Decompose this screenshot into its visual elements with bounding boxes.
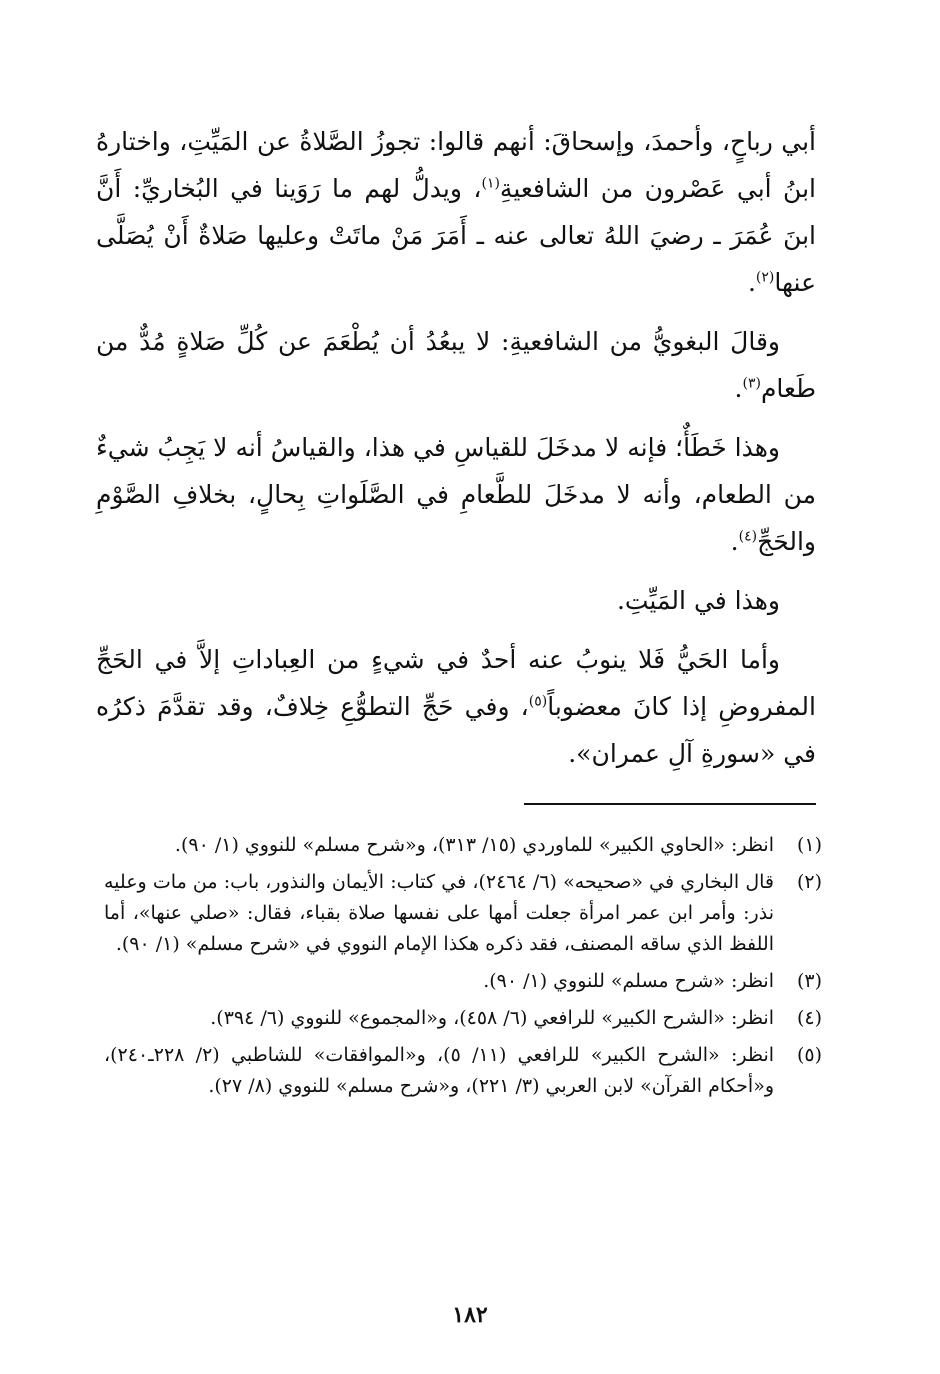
footnote-text: انظر: «الشرح الكبير» للرافعي (٦/ ٤٥٨)، و«المجموع» للنووي (٦/ ٣٩٤). [210, 1007, 774, 1029]
footnote-number: (١) [796, 834, 822, 856]
footnote-2 [104, 867, 822, 960]
paragraph-5-part-a: وأما الحَيُّ فَلا ينوبُ عنه أحدٌ في شيءٍ من العِباداتِ إلاَّ في الحَجِّ المفروضِ إذا كانَ معضوباً [96, 645, 816, 721]
footnote-1 [104, 830, 822, 861]
paragraph-3-part-a: وهذا خَطَأٌ؛ فإنه لا مدخَلَ للقياسِ في هذا، والقياسُ أنه لا يَجِبُ شيءٌ من الطعام، وأنه لا مدخَلَ للطَّعامِ في الصَّلَواتِ بِحالٍ، بخلافِ الصَّوْمِ والحَجِّ [96, 433, 816, 556]
footnotes [104, 830, 822, 1108]
footnote-number: (٢) [796, 871, 822, 893]
paragraph-5 [96, 636, 816, 777]
paragraph-2-part-a: وقالَ البغويُّ من الشافعيةِ: لا يبعُدُ أن يُطْعَمَ عن كُلِّ صَلاةٍ مُدٌّ من طَعام [96, 327, 816, 403]
paragraph-1 [96, 118, 816, 306]
footnote-marker-1: (١) [481, 175, 500, 192]
footnote-marker-3: (٣) [742, 375, 761, 392]
paragraph-3-part-b: . [730, 527, 739, 556]
page-number: ١٨٢ [452, 1302, 488, 1328]
footnote-separator [524, 803, 816, 805]
footnote-text: انظر: «شرح مسلم» للنووي (١/ ٩٠). [483, 970, 774, 992]
paragraph-5-part-b: ، وفي حَجِّ التطوُّعِ خِلافٌ، وقد تقدَّمَ ذكرُه في «سورةِ آلِ عمران». [96, 692, 816, 768]
paragraph-4: وهذا في المَيِّتِ. [616, 586, 780, 615]
paragraph-1-part-a: أبي رباحٍ، وأحمدَ، وإسحاقَ: أنهم قالوا: تجوزُ الصَّلاةُ عن المَيِّتِ، واختارهُ ابنُ أبي عَصْرون من الشافعيةِ [96, 127, 816, 203]
main-text [96, 118, 816, 789]
footnote-text: انظر: «الشرح الكبير» للرافعي (١١/ ٥)، و«الموافقات» للشاطبي (٢/ ٢٢٨ـ٢٤٠)، و«أحكام القرآن» لابن العربي (٣/ ٢٢١)، و«شرح مسلم» للنووي (٨/ ٢٧). [104, 1044, 775, 1097]
footnote-5 [104, 1040, 822, 1102]
footnote-number: (٥) [796, 1044, 822, 1066]
paragraph-3 [96, 424, 816, 565]
paragraph-2 [96, 318, 816, 412]
paragraph-1-part-c: . [747, 268, 756, 297]
footnote-marker-5: (٥) [528, 693, 548, 710]
footnote-text: انظر: «الحاوي الكبير» للماوردي (١٥/ ٣١٣)، و«شرح مسلم» للنووي (١/ ٩٠). [174, 834, 774, 856]
footnote-text: قال البخاري في «صحيحه» (٦/ ٢٤٦٤)، في كتاب: الأيمان والنذور، باب: من مات وعليه نذر: وأمر ابن عمر امرأة جعلت أمها على نفسها صلاة بقباء، فقال: «صلي عنها»، أما اللفظ الذي ساقه المصنف، فقد ذكره هكذا الإمام النووي في «شرح مسلم» (١/ ٩٠). [104, 871, 775, 955]
footnote-marker-2: (٢) [755, 269, 775, 286]
paragraph-2-part-b: . [734, 374, 743, 403]
footnote-number: (٤) [796, 1007, 822, 1029]
footnote-number: (٣) [796, 970, 822, 992]
paragraph-1-part-b: ، ويدلُّ لهم ما رَوَينا في البُخاريِّ: أَنَّ ابنَ عُمَرَ ـ رضيَ اللهُ تعالى عنه ـ أَمَرَ مَنْ ماتَتْ وعليها صَلاةٌ أَنْ يُصَلَّى عنها [96, 174, 816, 297]
footnote-3 [104, 966, 822, 997]
footnote-marker-4: (٤) [738, 528, 758, 545]
footnote-4 [104, 1003, 822, 1034]
